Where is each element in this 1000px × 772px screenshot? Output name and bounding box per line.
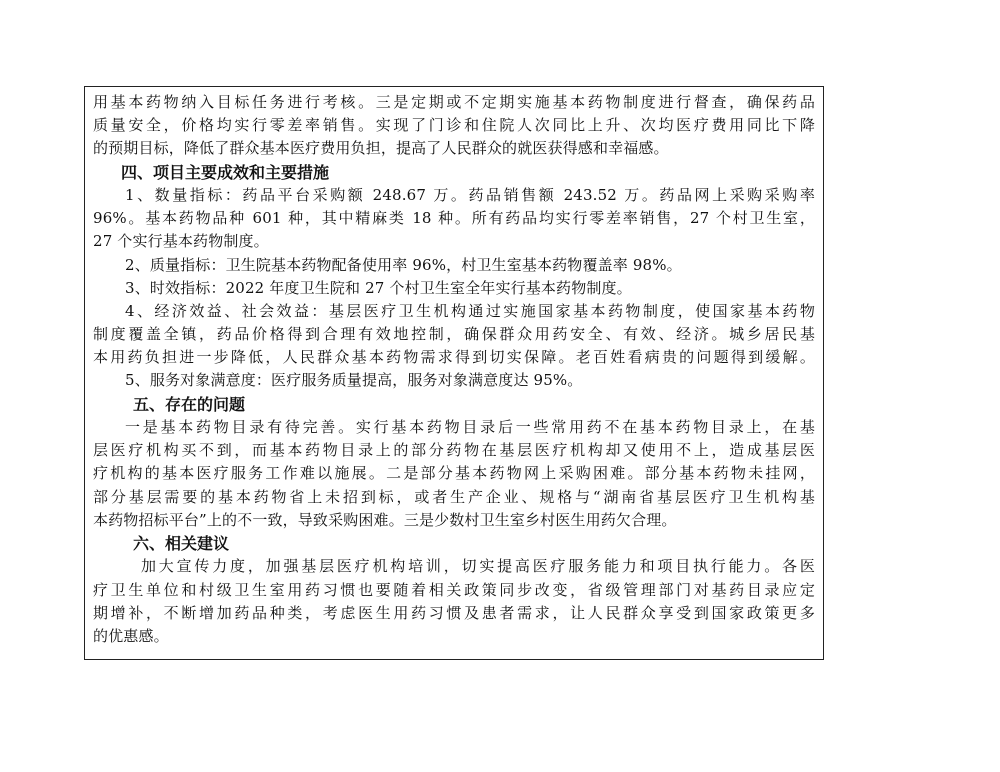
section-4-line: 96%。基本药物品种 601 种，其中精麻类 18 种。所有药品均实行零差率销售，27 个村卫生室， bbox=[93, 209, 815, 228]
section-6-line: 疗卫生单位和村级卫生室用药习惯也要随着相关政策同步改变，省级管理部门对基药目录应定 bbox=[93, 580, 815, 599]
section-4-line: 本用药负担进一步降低，人民群众基本药物需求得到切实保障。老百姓看病贵的问题得到缓解。 bbox=[93, 348, 815, 367]
section-4-line: 3、时效指标：2022 年度卫生院和 27 个村卫生室全年实行基本药物制度。 bbox=[125, 278, 632, 297]
section-5-heading: 五、存在的问题 bbox=[133, 394, 246, 414]
section-6-line: 加大宣传力度，加强基层医疗机构培训，切实提高医疗服务能力和项目执行能力。各医 bbox=[141, 557, 815, 576]
section-6-line: 的优惠感。 bbox=[93, 626, 169, 645]
intro-line: 的预期目标，降低了群众基本医疗费用负担，提高了人民群众的就医获得感和幸福感。 bbox=[93, 139, 669, 158]
section-4-line: 制度覆盖全镇，药品价格得到合理有效地控制，确保群众用药安全、有效、经济。城乡居民基 bbox=[93, 325, 815, 344]
section-6-heading: 六、相关建议 bbox=[133, 533, 230, 553]
intro-line: 质量安全，价格均实行零差率销售。实现了门诊和住院人次同比上升、次均医疗费用同比下降 bbox=[93, 116, 815, 135]
section-4-line: 4、经济效益、社会效益：基层医疗卫生机构通过实施国家基本药物制度，使国家基本药物 bbox=[125, 301, 815, 320]
section-5-line: 本药物招标平台”上的不一致，导致采购困难。三是少数村卫生室乡村医生用药欠合理。 bbox=[93, 510, 677, 529]
section-4-line: 2、质量指标：卫生院基本药物配备使用率 96%，村卫生室基本药物覆盖率 98%。 bbox=[125, 255, 682, 274]
section-4-line: 1、数量指标：药品平台采购额 248.67 万。药品销售额 243.52 万。药品网上采购采购率 bbox=[125, 185, 815, 204]
section-5-line: 层医疗机构买不到，而基本药物目录上的部分药物在基层医疗机构却又使用不上，造成基层医 bbox=[93, 441, 815, 460]
section-5-line: 疗机构的基本医疗服务工作难以施展。二是部分基本药物网上采购困难。部分基本药物未挂网， bbox=[93, 464, 815, 483]
intro-line: 用基本药物纳入目标任务进行考核。三是定期或不定期实施基本药物制度进行督查，确保药品 bbox=[93, 93, 815, 111]
section-5-line: 一是基本药物目录有待完善。实行基本药物目录后一些常用药不在基本药物目录上，在基 bbox=[125, 418, 815, 437]
section-5-line: 部分基层需要的基本药物省上未招到标，或者生产企业、规格与“湖南省基层医疗卫生机构基 bbox=[93, 487, 815, 506]
report-table-cell bbox=[84, 86, 824, 660]
section-4-heading: 四、项目主要成效和主要措施 bbox=[121, 162, 330, 182]
section-4-line: 5、服务对象满意度：医疗服务质量提高，服务对象满意度达 95%。 bbox=[125, 371, 583, 390]
section-4-line: 27 个实行基本药物制度。 bbox=[93, 232, 269, 251]
section-6-line: 期增补，不断增加药品种类，考虑医生用药习惯及患者需求，让人民群众享受到国家政策更多 bbox=[93, 603, 815, 622]
